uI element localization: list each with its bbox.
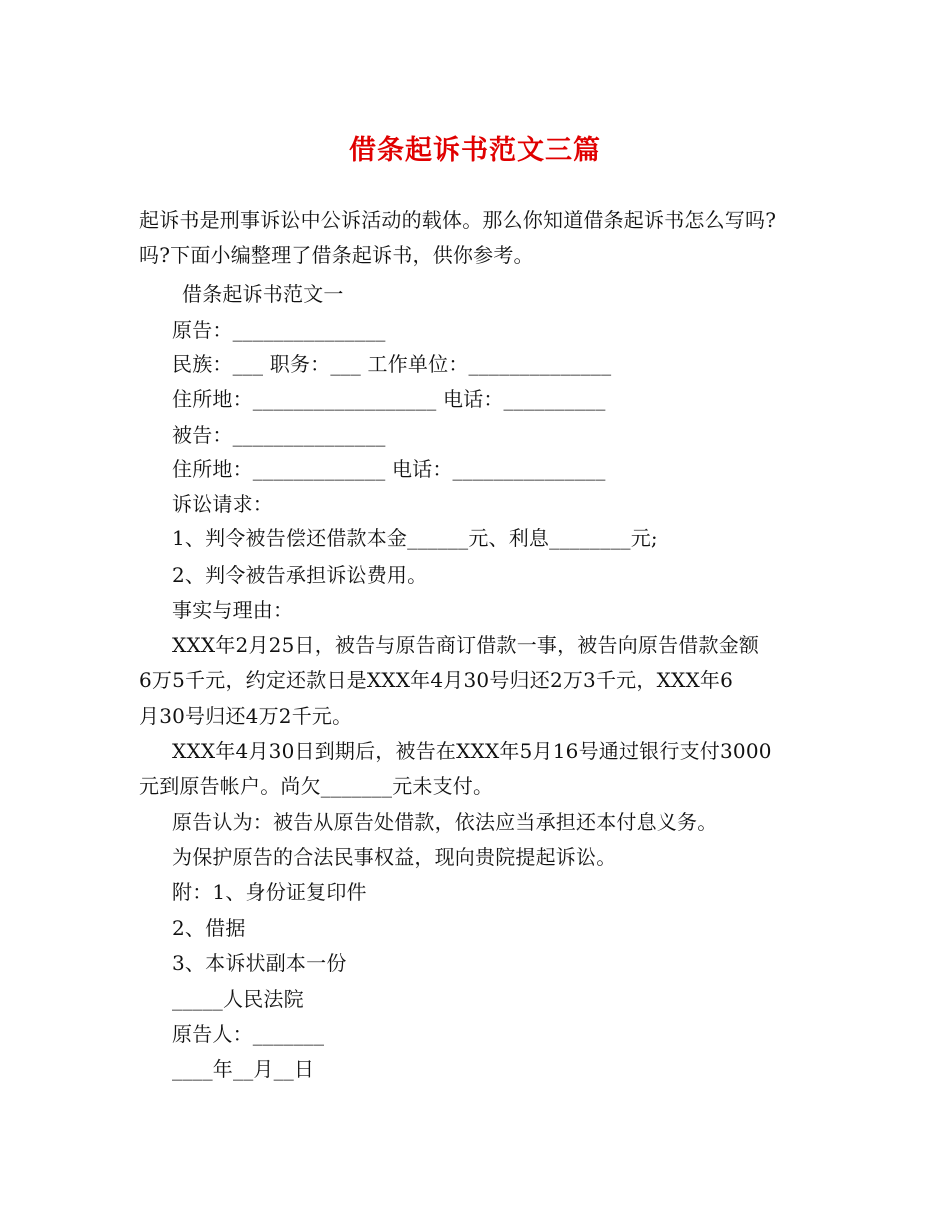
- facts-line-4: XXX年4月30日到期后，被告在XXX年5月16号通过银行支付3000: [172, 739, 772, 763]
- facts-line-3: 月30号归还4万2千元。: [139, 704, 353, 728]
- plaintiff-signature-line: 原告人：_______: [172, 1022, 325, 1046]
- plaintiff-opinion-line: 原告认为：被告从原告处借款，依法应当承担还本付息义务。: [172, 810, 718, 834]
- claim-item-1: 1、判令被告偿还借款本金______元、利息________元;: [172, 526, 658, 550]
- court-line: _____人民法院: [172, 987, 304, 1011]
- plaintiff-address-line: 住所地：__________________ 电话：__________: [172, 387, 606, 411]
- facts-line-1: XXX年2月25日，被告与原告商订借款一事，被告向原告借款金额: [172, 633, 760, 657]
- lawsuit-statement-line: 为保护原告的合法民事权益，现向贵院提起诉讼。: [172, 845, 617, 869]
- document-title: 借条起诉书范文三篇: [349, 135, 601, 166]
- facts-heading: 事实与理由：: [172, 598, 294, 622]
- defendant-line: 被告：_______________: [172, 423, 386, 447]
- claims-heading: 诉讼请求：: [172, 492, 273, 516]
- intro-line-1: 起诉书是刑事诉讼中公诉活动的载体。那么你知道借条起诉书怎么写吗?: [139, 208, 777, 232]
- plaintiff-line: 原告：_______________: [172, 318, 386, 342]
- claim-item-2: 2、判令被告承担诉讼费用。: [172, 563, 428, 587]
- attachment-item-2: 2、借据: [172, 916, 246, 940]
- attachment-item-3: 3、本诉状副本一份: [172, 951, 347, 975]
- date-line: ____年__月__日: [172, 1057, 315, 1081]
- facts-line-2: 6万5千元，约定还款日是XXX年4月30号归还2万3千元，XXX年6: [139, 668, 734, 692]
- facts-line-5: 元到原告帐户。尚欠_______元未支付。: [139, 774, 494, 798]
- ethnicity-line: 民族：___ 职务：___ 工作单位：______________: [172, 352, 612, 376]
- attachment-item-1: 附：1、身份证复印件: [172, 880, 367, 904]
- section-heading: 借条起诉书范文一: [182, 282, 344, 306]
- defendant-address-line: 住所地：_____________ 电话：_______________: [172, 457, 606, 481]
- intro-line-2: 吗?下面小编整理了借条起诉书，供你参考。: [139, 243, 534, 267]
